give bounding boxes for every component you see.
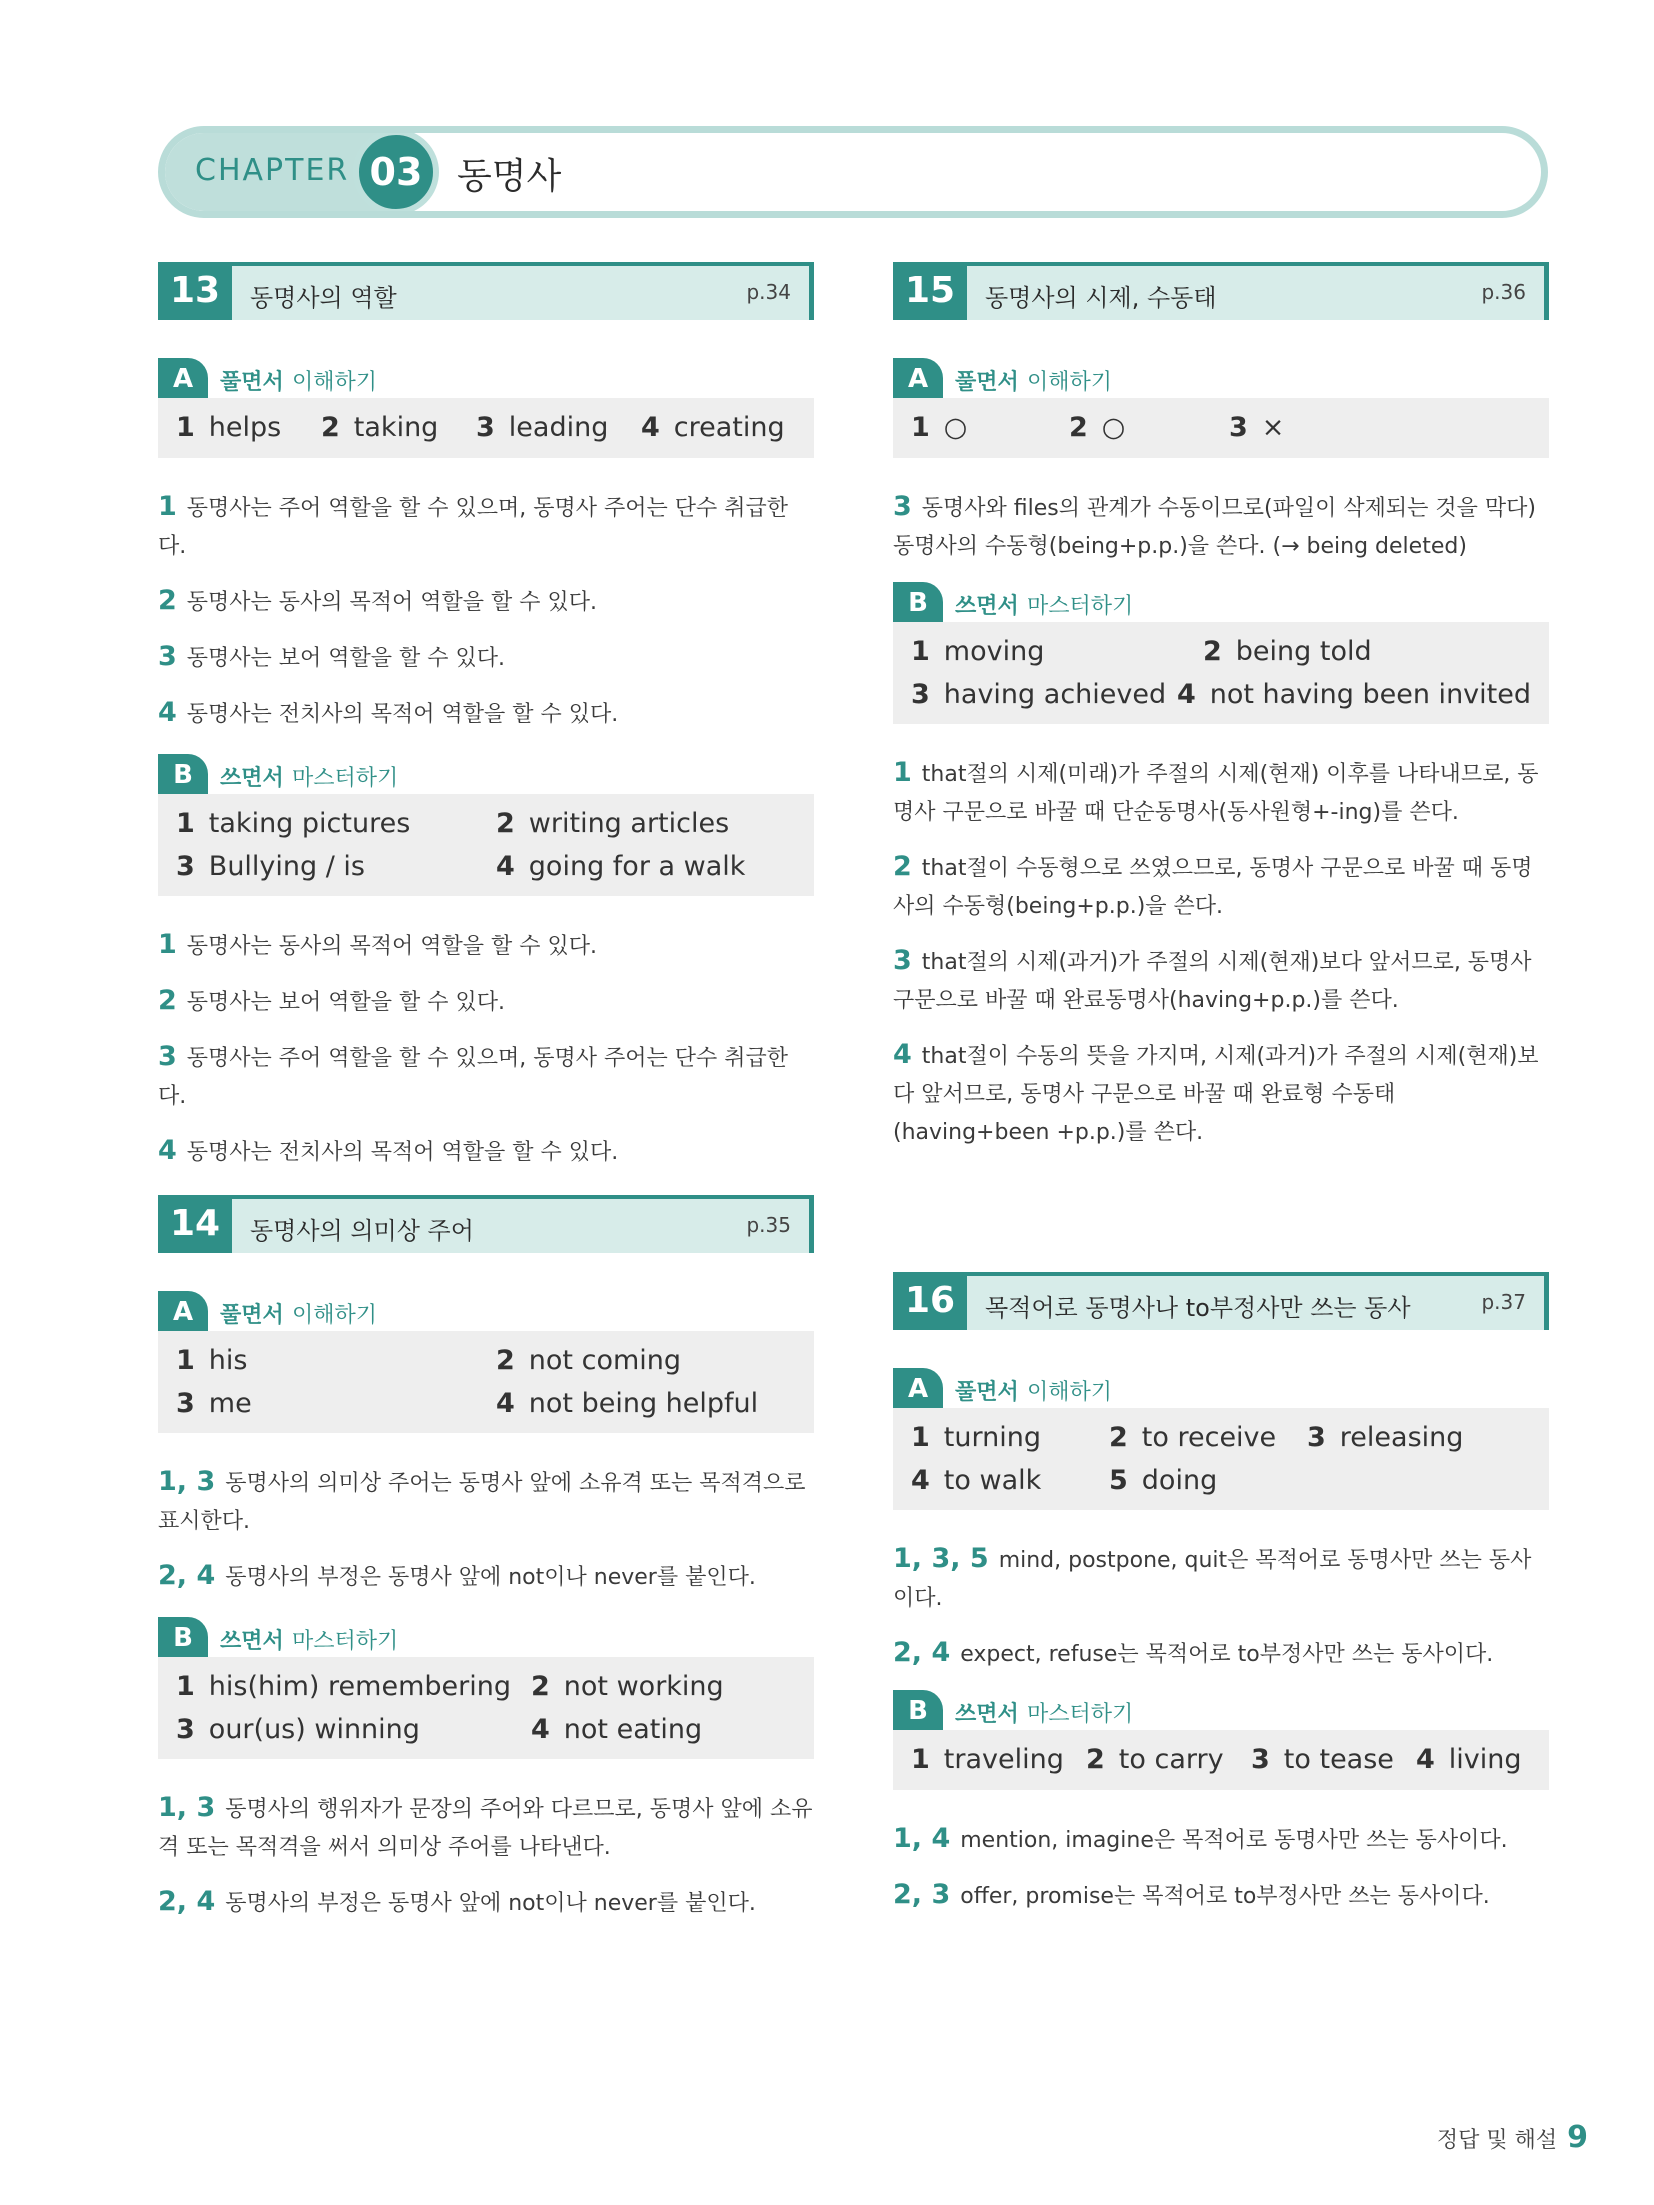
section-number: 13 (158, 262, 232, 320)
answer-row (176, 1382, 796, 1425)
explanation-item: 2, 4 expect, refuse는 목적어로 to부정사만 쓰는 동사이다. (893, 1637, 1494, 1668)
section-page-ref: p.34 (746, 280, 791, 304)
explanation-item: 2 that절이 수동형으로 쓰였으므로, 동명사 구문으로 바꿀 때 동명사의 수동형(being+p.p.)을 쓴다. (893, 851, 1533, 919)
answer-row (911, 406, 1531, 449)
subsection-light: 이해하기 (292, 370, 378, 395)
explanations (893, 488, 1549, 566)
explanation-item: 3 동명사와 files의 관계가 수동이므로(파일이 삭제되는 것을 막다) 동명사의 수동형(being+p.p.)을 쓴다. (→ being deleted) (893, 491, 1536, 559)
explanations (893, 754, 1549, 1152)
section-header (158, 1195, 814, 1253)
section-16 (893, 1272, 1549, 1932)
answer: 1 moving (911, 636, 1045, 667)
answer: 4 not having been invited (1176, 679, 1531, 710)
explanation-item: 2 동명사는 보어 역할을 할 수 있다. (158, 985, 506, 1016)
subsection-light: 이해하기 (1027, 1380, 1113, 1405)
explanation-item: 4 동명사는 전치사의 목적어 역할을 할 수 있다. (158, 697, 619, 728)
subsection-b-header (158, 1617, 814, 1657)
answer: 5 doing (1109, 1465, 1218, 1496)
section-page-ref: p.36 (1481, 280, 1526, 304)
section-title: 동명사의 의미상 주어 (250, 1217, 474, 1245)
badge-a: A (158, 1291, 208, 1331)
answer: 2 not working (531, 1671, 724, 1702)
subsection-b-header (893, 1690, 1549, 1730)
explanations (893, 1820, 1549, 1916)
section-title: 동명사의 역할 (250, 284, 397, 312)
answer: 3 our(us) winning (176, 1714, 420, 1745)
badge-b: B (158, 754, 208, 794)
answer: 3 × (1229, 412, 1285, 443)
subsection-bold: 쓰면서 (955, 594, 1019, 619)
explanation-item: 3 that절의 시제(과거)가 주절의 시제(현재)보다 앞서므로, 동명사 구문으로 바꿀 때 완료동명사(having+p.p.)를 쓴다. (893, 945, 1532, 1013)
subsection-bold: 쓰면서 (220, 1629, 284, 1654)
section-header (893, 1272, 1549, 1330)
answer-box (893, 398, 1549, 458)
answer-row (176, 1708, 796, 1751)
answer: 2 not coming (496, 1345, 682, 1376)
explanation-item: 1 동명사는 동사의 목적어 역할을 할 수 있다. (158, 929, 598, 960)
page-number: 9 (1567, 2120, 1588, 2155)
answer-row (176, 845, 796, 888)
answer-row (176, 802, 796, 845)
answer: 2 taking (321, 412, 439, 443)
explanation-item: 1 동명사는 주어 역할을 할 수 있으며, 동명사 주어는 단수 취급한다. (158, 491, 789, 559)
subsection-bold: 풀면서 (955, 370, 1019, 395)
subsection-bold: 풀면서 (220, 1303, 284, 1328)
explanations (158, 926, 814, 1172)
subsection-a-header (158, 358, 814, 398)
badge-b: B (893, 1690, 943, 1730)
answer: 3 Bullying / is (176, 851, 365, 882)
answer: 4 living (1416, 1744, 1522, 1775)
answer: 1 turning (911, 1422, 1041, 1453)
section-number: 16 (893, 1272, 967, 1330)
subsection-bold: 풀면서 (955, 1380, 1019, 1405)
section-page-ref: p.37 (1481, 1290, 1526, 1314)
answer-row (911, 673, 1531, 716)
explanation-item: 2, 4 동명사의 부정은 동명사 앞에 not이나 never를 붙인다. (158, 1560, 756, 1591)
answer: 4 creating (641, 412, 785, 443)
subsection-bold: 쓰면서 (220, 766, 284, 791)
explanations (158, 488, 814, 734)
answer: 1 taking pictures (176, 808, 411, 839)
answer-box (893, 622, 1549, 724)
footer-label: 정답 및 해설 (1436, 2128, 1558, 2153)
explanation-item: 1 that절의 시제(미래)가 주절의 시제(현재) 이후를 나타내므로, 동명사 구문으로 바꿀 때 단순동명사(동사원형+-ing)를 쓴다. (893, 757, 1539, 825)
subsection-light: 마스터하기 (1027, 594, 1134, 619)
badge-a: A (893, 358, 943, 398)
answer: 4 to walk (911, 1465, 1042, 1496)
subsection-b-header (893, 582, 1549, 622)
section-header (158, 262, 814, 320)
explanations (893, 1540, 1549, 1674)
answer: 1 his (176, 1345, 248, 1376)
answer-row (176, 1339, 796, 1382)
page-footer (1437, 2120, 1588, 2155)
answer-box (158, 1657, 814, 1759)
answer-row (911, 1738, 1531, 1781)
subsection-light: 마스터하기 (292, 766, 399, 791)
section-header (893, 262, 1549, 320)
chapter-title: 동명사 (457, 156, 562, 197)
answer: 1 ○ (911, 412, 968, 443)
badge-a: A (893, 1368, 943, 1408)
explanation-item: 2 동명사는 동사의 목적어 역할을 할 수 있다. (158, 585, 598, 616)
answer: 3 having achieved (911, 679, 1167, 710)
badge-b: B (893, 582, 943, 622)
answer-box (158, 398, 814, 458)
subsection-bold: 풀면서 (220, 370, 284, 395)
answer-box (158, 1331, 814, 1433)
section-13 (158, 262, 814, 1188)
section-page-ref: p.35 (746, 1213, 791, 1237)
answer: 3 leading (476, 412, 609, 443)
answer-box (893, 1408, 1549, 1510)
answer: 1 his(him) remembering (176, 1671, 511, 1702)
explanation-item: 3 동명사는 보어 역할을 할 수 있다. (158, 641, 506, 672)
answer: 3 to tease (1251, 1744, 1394, 1775)
badge-a: A (158, 358, 208, 398)
answer-row (176, 1665, 796, 1708)
section-title: 목적어로 동명사나 to부정사만 쓰는 동사 (985, 1294, 1411, 1322)
explanation-item: 1, 3 동명사의 행위자가 문장의 주어와 다르므로, 동명사 앞에 소유격 또는 목적격을 써서 의미상 주어를 나타낸다. (158, 1792, 813, 1860)
section-number: 14 (158, 1195, 232, 1253)
answer: 2 ○ (1069, 412, 1126, 443)
explanation-item: 1, 3 동명사의 의미상 주어는 동명사 앞에 소유격 또는 목적격으로 표시한다. (158, 1466, 806, 1534)
answer: 3 me (176, 1388, 252, 1419)
answer: 2 writing articles (496, 808, 730, 839)
answer: 3 releasing (1307, 1422, 1464, 1453)
answer-row (176, 406, 796, 449)
subsection-a-header (893, 1368, 1549, 1408)
explanation-item: 4 that절이 수동의 뜻을 가지며, 시제(과거)가 주절의 시제(현재)보다 앞서므로, 동명사 구문으로 바꿀 때 완료형 수동태(having+been +p.p.)를 쓴다. (893, 1039, 1539, 1145)
answer: 4 not being helpful (496, 1388, 759, 1419)
explanation-item: 4 동명사는 전치사의 목적어 역할을 할 수 있다. (158, 1135, 619, 1166)
answer: 2 being told (1203, 636, 1372, 667)
subsection-light: 이해하기 (1027, 370, 1113, 395)
chapter-number: 03 (353, 129, 439, 215)
section-15 (893, 262, 1549, 1168)
answer: 4 not eating (531, 1714, 703, 1745)
section-number: 15 (893, 262, 967, 320)
section-14 (158, 1195, 814, 1939)
answer-row (911, 630, 1531, 673)
answer: 1 helps (176, 412, 282, 443)
subsection-bold: 쓰면서 (955, 1702, 1019, 1727)
answer-box (893, 1730, 1549, 1790)
explanation-item: 3 동명사는 주어 역할을 할 수 있으며, 동명사 주어는 단수 취급한다. (158, 1041, 789, 1109)
explanations (158, 1789, 814, 1923)
answer: 1 traveling (911, 1744, 1064, 1775)
answer: 2 to receive (1109, 1422, 1277, 1453)
answer-row (911, 1459, 1531, 1502)
section-title: 동명사의 시제, 수동태 (985, 284, 1217, 312)
explanation-item: 1, 3, 5 mind, postpone, quit은 목적어로 동명사만 쓰는 동사이다. (893, 1543, 1532, 1611)
badge-b: B (158, 1617, 208, 1657)
answer: 2 to carry (1086, 1744, 1224, 1775)
answer-row (911, 1416, 1531, 1459)
subsection-light: 마스터하기 (292, 1629, 399, 1654)
subsection-a-header (893, 358, 1549, 398)
subsection-light: 마스터하기 (1027, 1702, 1134, 1727)
explanations (158, 1463, 814, 1597)
chapter-label: CHAPTER (195, 153, 350, 188)
explanation-item: 1, 4 mention, imagine은 목적어로 동명사만 쓰는 동사이다. (893, 1823, 1508, 1854)
subsection-b-header (158, 754, 814, 794)
answer: 4 going for a walk (496, 851, 746, 882)
chapter-banner (158, 126, 1548, 218)
subsection-light: 이해하기 (292, 1303, 378, 1328)
explanation-item: 2, 4 동명사의 부정은 동명사 앞에 not이나 never를 붙인다. (158, 1886, 756, 1917)
answer-box (158, 794, 814, 896)
subsection-a-header (158, 1291, 814, 1331)
explanation-item: 2, 3 offer, promise는 목적어로 to부정사만 쓰는 동사이다. (893, 1879, 1490, 1910)
